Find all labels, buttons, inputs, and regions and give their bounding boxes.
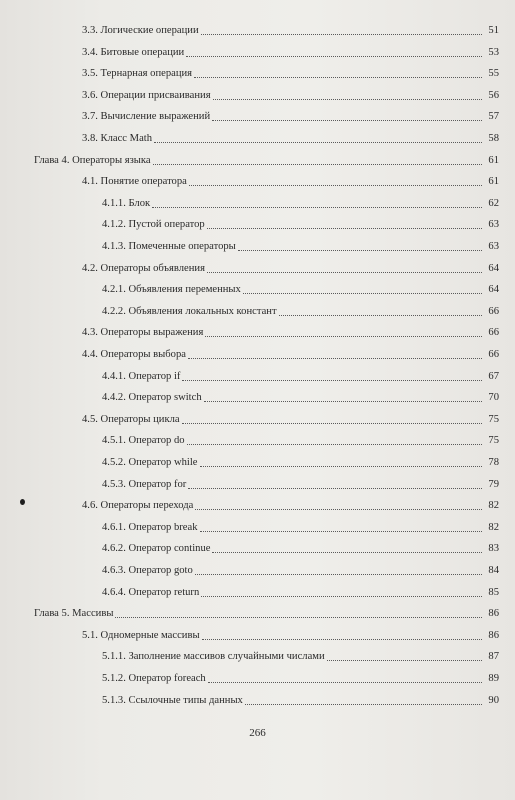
toc-entry-page: 67 (488, 370, 499, 382)
toc-entry (102, 670, 499, 686)
toc-leader-dots (182, 422, 482, 424)
toc-leader-dots (205, 335, 482, 337)
toc-entry-page: 64 (488, 284, 499, 296)
toc-entry-page: 66 (488, 349, 499, 360)
toc-entry-page: 87 (488, 651, 499, 663)
toc-entry-page: 63 (488, 241, 499, 252)
toc-entry-title: 4.1.1. Блок (102, 197, 151, 209)
toc-entry-page: 64 (488, 262, 499, 274)
toc-leader-dots (201, 33, 482, 35)
toc-entry-page: 89 (488, 673, 499, 684)
toc-entry-page: 51 (488, 25, 499, 36)
toc-entry (102, 562, 499, 578)
toc-entry-title: 4.6.2. Оператор continue (102, 543, 211, 555)
toc-entry (82, 22, 499, 38)
toc-entry-page: 56 (488, 89, 499, 101)
toc-leader-dots (208, 681, 482, 683)
toc-entry-title: 3.7. Вычисление выражений (82, 111, 211, 123)
toc-leader-dots (238, 249, 482, 251)
toc-entry-page: 90 (488, 694, 499, 706)
toc-entry (102, 476, 499, 492)
toc-leader-dots (189, 184, 482, 186)
toc-leader-dots (201, 595, 482, 597)
toc-entry (82, 497, 499, 513)
toc-entry-page: 66 (488, 305, 499, 317)
toc-entry (102, 432, 499, 448)
toc-entry-title: 4.5.1. Оператор do (102, 435, 185, 447)
toc-entry-page: 66 (488, 327, 499, 339)
toc-entry-page: 83 (488, 543, 499, 555)
toc-entry-page: 70 (488, 392, 499, 404)
toc-entry-page: 78 (488, 457, 499, 468)
toc-leader-dots (207, 227, 482, 229)
toc-leader-dots (115, 616, 482, 618)
toc-entry-page: 75 (488, 413, 499, 425)
toc-entry-page: 82 (488, 500, 499, 512)
toc-entry (102, 303, 499, 319)
toc-entry-title: Глава 4. Операторы языка (34, 154, 151, 166)
toc-entry (82, 627, 499, 643)
toc-entry-page: 86 (488, 608, 499, 620)
toc-entry (102, 540, 499, 556)
toc-entry (82, 65, 499, 81)
toc-leader-dots (207, 271, 482, 273)
toc-entry-title: 4.6. Операторы перехода (82, 500, 194, 512)
toc-leader-dots (212, 551, 482, 553)
toc-entry-title: 4.2.2. Объявления локальных констант (102, 305, 277, 317)
toc-entry (82, 346, 499, 362)
toc-entry-title: 4.3. Операторы выражения (82, 327, 204, 339)
toc-entry-page: 85 (488, 586, 499, 598)
toc-entry-page: 61 (488, 154, 499, 166)
toc-leader-dots (327, 659, 482, 661)
toc-entry-title: 3.8. Класс Math (82, 133, 153, 144)
page-number: 266 (249, 727, 266, 739)
toc-entry (82, 44, 499, 60)
toc-leader-dots (202, 638, 482, 640)
toc-entry (102, 238, 499, 254)
toc-entry-title: 3.4. Битовые операции (82, 46, 185, 58)
toc-leader-dots (152, 206, 482, 208)
toc-leader-dots (187, 443, 482, 445)
toc-entry-title: 4.1.3. Помеченные операторы (102, 241, 236, 252)
toc-entry-title: 3.3. Логические операции (82, 25, 199, 36)
toc-entry (82, 411, 499, 427)
toc-entry-page: 79 (488, 478, 499, 490)
toc-entry-title: 5.1.2. Оператор foreach (102, 673, 206, 684)
toc-entry-page: 58 (488, 133, 499, 144)
toc-entry-page: 62 (488, 197, 499, 209)
toc-leader-dots (195, 508, 482, 510)
toc-entry (82, 173, 499, 189)
toc-entry-title: 5.1.1. Заполнение массивов случайными числами (102, 651, 325, 663)
toc-entry (82, 324, 499, 340)
toc-entry-page: 75 (488, 435, 499, 447)
toc-entry (82, 108, 499, 124)
toc-leader-dots (200, 465, 483, 467)
toc-entry-page: 82 (488, 521, 499, 533)
toc-entry (102, 584, 499, 600)
toc-entry-title: 3.5. Тернарная операция (82, 68, 193, 80)
toc-leader-dots (182, 379, 482, 381)
toc-leader-dots (243, 292, 482, 294)
toc-leader-dots (212, 119, 482, 121)
toc-entry (102, 368, 499, 384)
toc-leader-dots (195, 573, 482, 575)
toc-entry-page: 53 (488, 46, 499, 58)
toc-entry-page: 86 (488, 629, 499, 641)
ink-speck (20, 499, 25, 505)
toc-entry-page: 63 (488, 219, 499, 231)
toc-entry-title: 4.2.1. Объявления переменных (102, 284, 241, 296)
toc-leader-dots (194, 76, 482, 78)
toc-entry-title: 5.1. Одномерные массивы (82, 629, 200, 641)
toc-entry-title: 4.5. Операторы цикла (82, 413, 180, 425)
toc-entry (102, 454, 499, 470)
toc-leader-dots (188, 487, 482, 489)
toc-entry (102, 692, 499, 708)
toc-entry (102, 648, 499, 664)
toc-entry-title: Глава 5. Массивы (34, 608, 114, 620)
toc-entry (82, 87, 499, 103)
toc-entry-title: 4.5.2. Оператор while (102, 457, 198, 468)
toc-entry (102, 281, 499, 297)
toc-leader-dots (154, 141, 482, 143)
toc-entry-page: 61 (488, 176, 499, 188)
toc-entry (102, 519, 499, 535)
toc-entry-page: 84 (488, 565, 499, 576)
toc-leader-dots (200, 530, 483, 532)
toc-entry-title: 4.6.1. Оператор break (102, 521, 198, 533)
toc-leader-dots (279, 314, 482, 316)
toc-entry (82, 260, 499, 276)
toc-entry-title: 5.1.3. Ссылочные типы данных (102, 694, 243, 706)
toc-leader-dots (186, 55, 482, 57)
toc-entry (34, 605, 499, 621)
toc-entry-title: 4.4.2. Оператор switch (102, 392, 202, 404)
toc-entry-title: 4.4.1. Оператор if (102, 370, 181, 382)
toc-entry (34, 152, 499, 168)
toc-entry (102, 216, 499, 232)
toc-entry-title: 4.4. Операторы выбора (82, 349, 186, 360)
toc-leader-dots (188, 357, 482, 359)
toc-leader-dots (213, 98, 482, 100)
toc-entry-title: 3.6. Операции присваивания (82, 89, 211, 101)
toc-entry (102, 389, 499, 405)
toc-entry-page: 57 (488, 111, 499, 123)
toc-entry (82, 130, 499, 146)
toc-entry-title: 4.5.3. Оператор for (102, 478, 187, 490)
toc-entry-title: 4.1.2. Пустой оператор (102, 219, 205, 231)
toc-entry-title: 4.6.3. Оператор goto (102, 565, 193, 576)
toc-leader-dots (245, 703, 482, 705)
toc-entry-page: 55 (488, 68, 499, 80)
toc-entry-title: 4.1. Понятие оператора (82, 176, 187, 188)
toc-entry-title: 4.6.4. Оператор return (102, 586, 200, 598)
toc-leader-dots (204, 400, 482, 402)
toc-entry-title: 4.2. Операторы объявления (82, 262, 205, 274)
toc-entry (102, 195, 499, 211)
toc-leader-dots (153, 163, 482, 165)
